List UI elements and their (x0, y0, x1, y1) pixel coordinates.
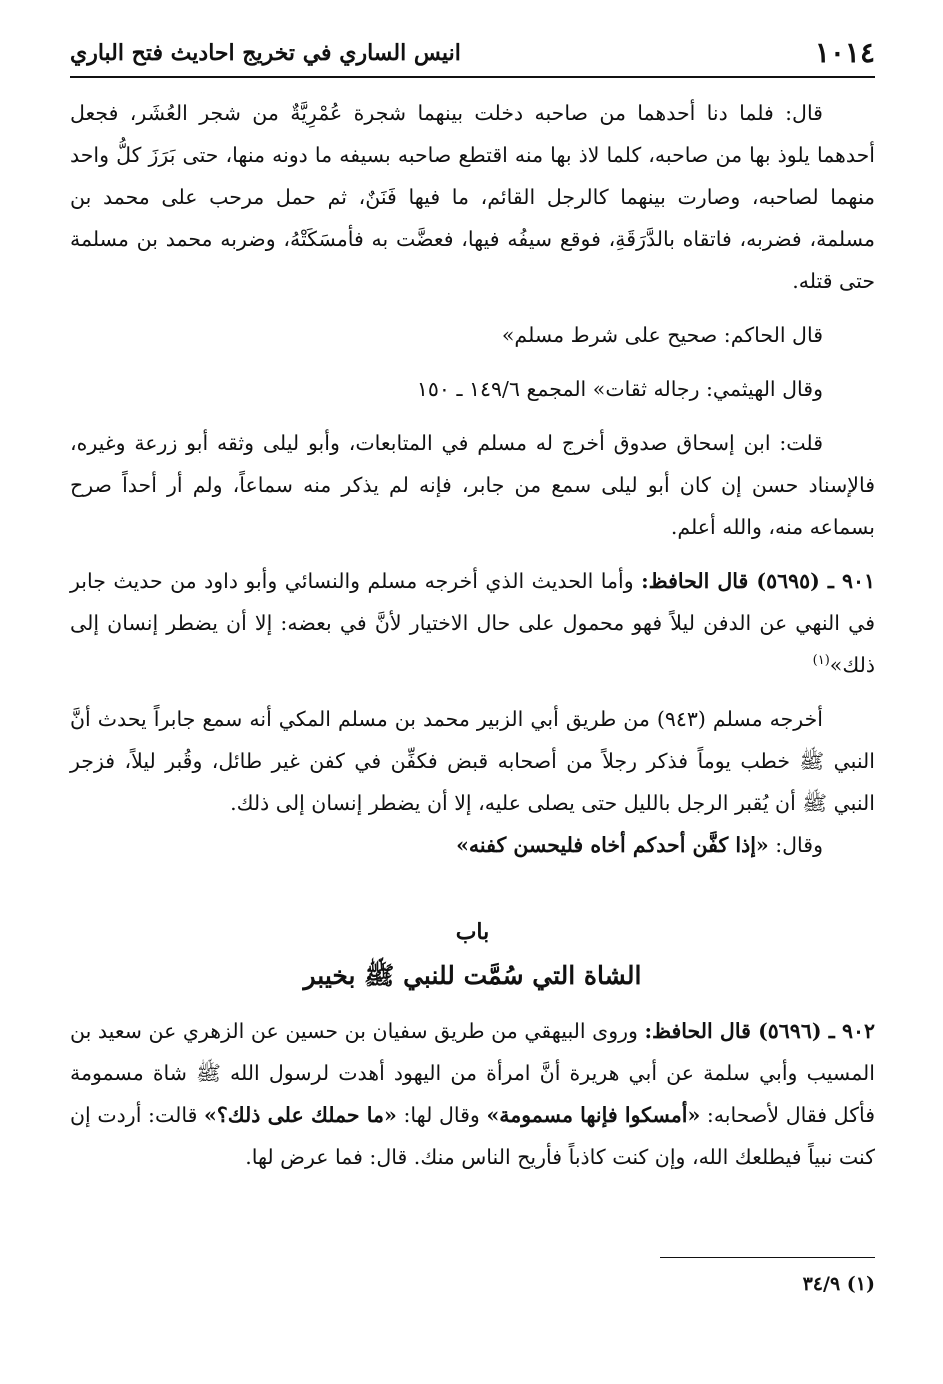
quote-text: «إذا كفَّن أحدكم أخاه فليحسن كفنه» (456, 833, 769, 857)
chapter-title: الشاة التي سُمَّت للنبي ﷺ بخيبر (303, 961, 642, 990)
footnote (500, 1266, 875, 1302)
hadith-quote: «أمسكوا فإنها مسمومة» (486, 1103, 701, 1127)
book-title: انيس الساري في تخريج احاديث فتح الباري (70, 40, 461, 66)
hadith-text: وروى البيهقي من طريق سفيان بن حسين عن الزهري عن سعيد بن المسيب وأبي سلمة عن أبي هريرة أنَّ امرأة من اليهود أهدت لرسول الله ﷺ شاة مسمومة فأكل فقال لأصحابه: (70, 1019, 875, 1127)
hadith-text: وقال لها: (396, 1103, 487, 1127)
quote-lead: وقال: (768, 833, 823, 857)
hadith-quote: «ما حملك على ذلك؟» (204, 1103, 397, 1127)
paragraph: قلت: ابن إسحاق صدوق أخرج له مسلم في المتابعات، وأبو ليلى وثقه أبو زرعة وغيره، فالإسناد حسن إن كان أبو ليلى سمع من جابر، فإنه لم يذكر منه سماعاً، ولم أر أحداً صرح بسماعه منه، والله أعلم. (70, 431, 875, 539)
chapter-label: باب (455, 919, 490, 945)
paragraph: قال الحاكم: صحيح على شرط مسلم» (501, 323, 823, 347)
footnote-marker: (١) (846, 1273, 875, 1295)
paragraph: وقال الهيثمي: رجاله ثقات» المجمع ١٤٩/٦ ـ ١٥٠ (416, 377, 823, 401)
chapter-heading (70, 910, 875, 998)
hadith-number: ٩٠١ ـ (٥٦٩٥) قال الحافظ: (641, 569, 875, 593)
paragraph: قال: فلما دنا أحدهما من صاحبه دخلت بينهما شجرة عُمْرِيَّةٌ من شجر العُشَر، فجعل أحدهما يلوذ بها من صاحبه، كلما لاذ بها منه اقتطع صاحبه بسيفه ما دونه منها، حتى بَرَزَ كلُّ واحد منهما لصاحبه، وصارت بينهما كالرجل القائم، ما فيها فَنَنٌ، ثم حمل مرحب على محمد بن مسلمة، فضربه، فاتقاه بالدَّرَقَةِ، فوقع سيفُه فيها، فعضَّت به فأمسَكَتْهُ، وضربه محمد بن مسلمة حتى قتله. (70, 101, 875, 293)
page-body (70, 92, 875, 1178)
footnote-reference: (١) (812, 653, 830, 669)
hadith-entry-902 (70, 1010, 875, 1178)
page-number: ١٠١٤ (814, 36, 875, 69)
running-header (70, 30, 875, 78)
hadith-number: ٩٠٢ ـ (٥٦٩٦) قال الحافظ: (644, 1019, 875, 1043)
hadith-text: قالت: أردت إن كنت نبياً فيطلعك الله، وإن كنت كاذباً فأريح الناس منك. قال: فما عرض لها. (70, 1103, 875, 1169)
hadith-text: وأما الحديث الذي أخرجه مسلم والنسائي وأبو داود من حديث جابر في النهي عن الدفن ليلاً فهو محمول على حال الاختيار لأنَّ في بعضه: إلا أن يضطر إنسان إلى ذلك» (70, 569, 875, 677)
hadith-entry-901 (70, 560, 875, 686)
footnote-divider (660, 1257, 875, 1258)
paragraph: أخرجه مسلم (٩٤٣) من طريق أبي الزبير محمد بن مسلم المكي أنه سمع جابراً يحدث أنَّ النبي ﷺ خطب يوماً فذكر رجلاً من أصحابه قبض فكفِّن في كفن غير طائل، وقُبر ليلاً، فزجر النبي ﷺ أن يُقبر الرجل بالليل حتى يصلى عليه، إلا أن يضطر إنسان إلى ذلك. (70, 707, 875, 815)
paragraph (70, 824, 875, 866)
footnote-text: ٣٤/٩ (802, 1273, 841, 1295)
